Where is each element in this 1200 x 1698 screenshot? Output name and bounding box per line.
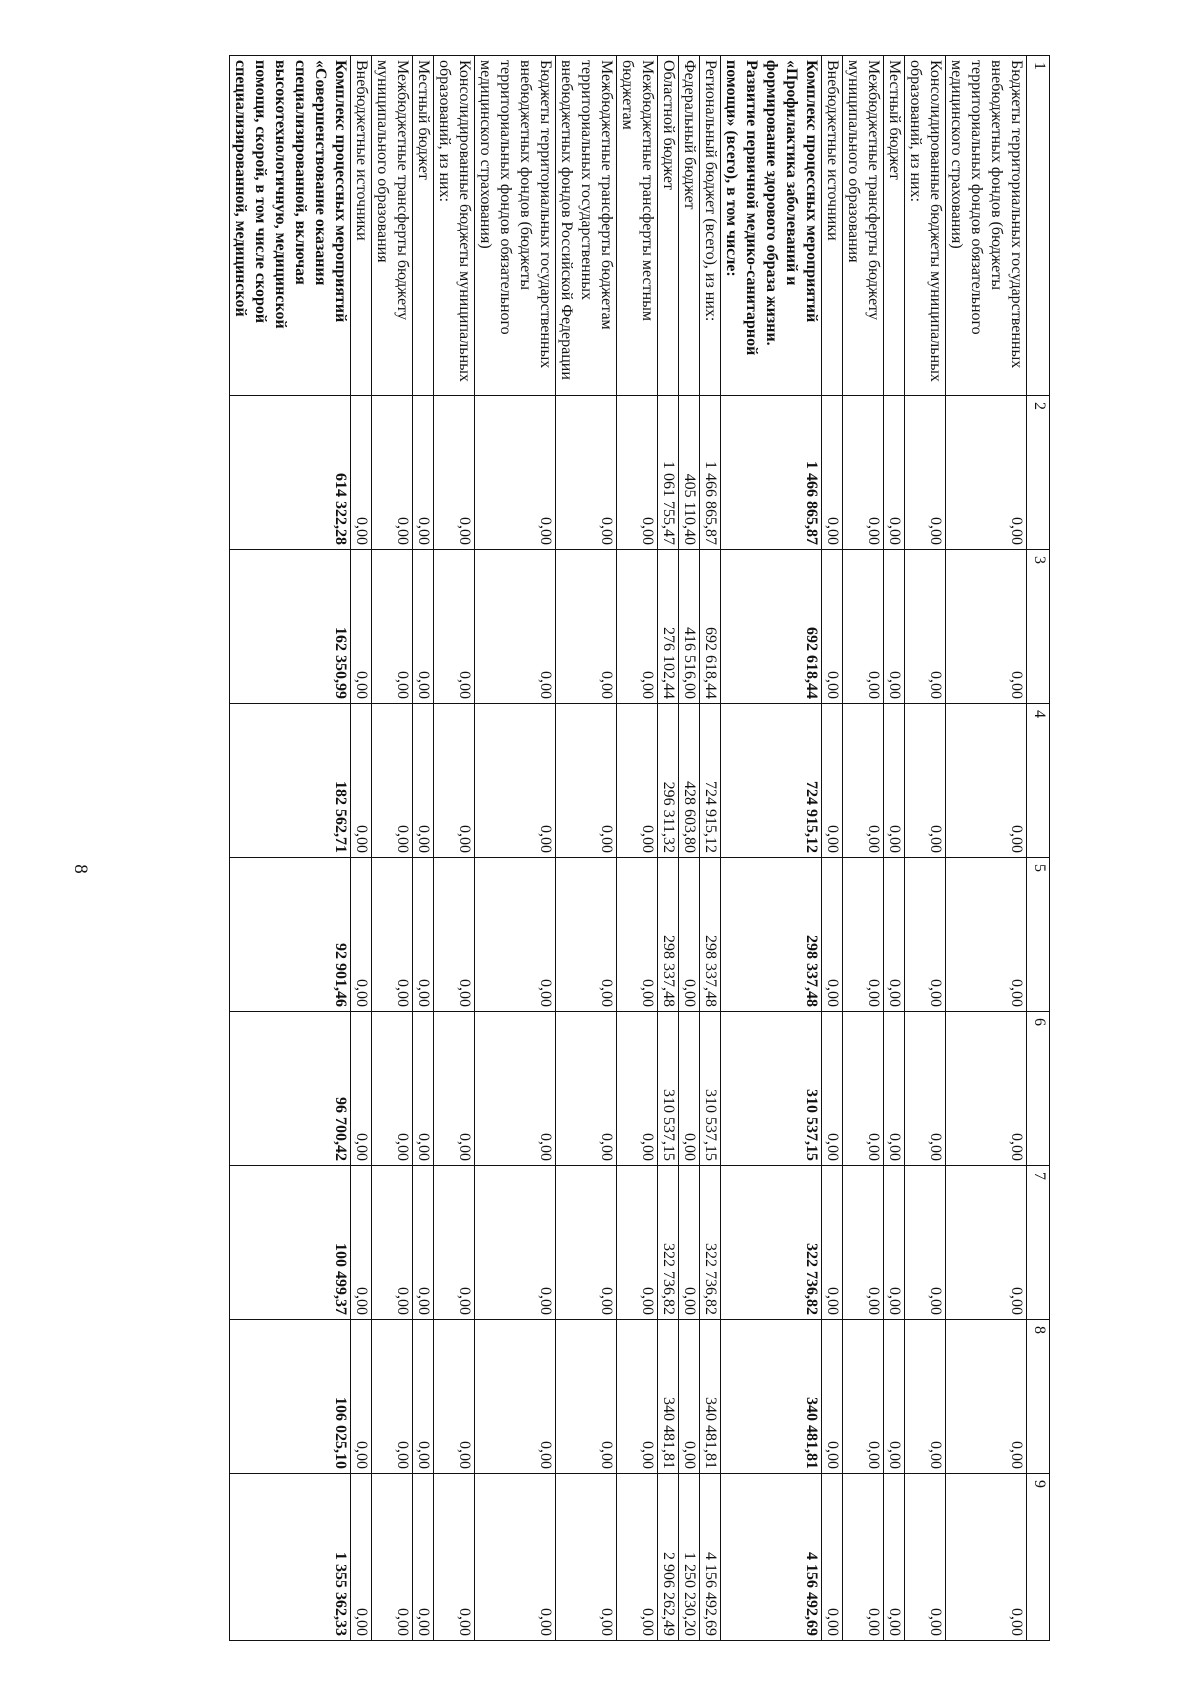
row-label: Бюджеты территориальных государственных внебюджетных фондов (бюджеты территориальных фондов обязательного медицинского страхования) bbox=[946, 56, 1027, 396]
cell-value: 0,00 bbox=[434, 1166, 475, 1320]
row-label: Межбюджетные трансферты местным бюджетам bbox=[617, 56, 658, 396]
row-label: Межбюджетные трансферты бюджету муниципального образования bbox=[843, 56, 884, 396]
cell-value: 1 061 755,47 bbox=[658, 396, 679, 550]
table-row bbox=[617, 56, 658, 1641]
page-number: 8 bbox=[70, 864, 91, 874]
cell-value: 310 537,15 bbox=[658, 1012, 679, 1166]
cell-value: 0,00 bbox=[946, 550, 1027, 704]
table-row bbox=[721, 56, 822, 1641]
cell-value: 0,00 bbox=[556, 1320, 617, 1474]
header-col-3: 3 bbox=[1027, 550, 1050, 704]
cell-value: 0,00 bbox=[946, 704, 1027, 858]
row-label: Местный бюджет bbox=[413, 56, 434, 396]
cell-value: 0,00 bbox=[822, 1166, 843, 1320]
cell-value: 428 603,80 bbox=[679, 704, 700, 858]
cell-value: 405 110,40 bbox=[679, 396, 700, 550]
cell-value: 0,00 bbox=[905, 1474, 946, 1641]
cell-value: 0,00 bbox=[351, 858, 372, 1012]
header-col-2: 2 bbox=[1027, 396, 1050, 550]
row-label: Комплекс процессных мероприятий «Профилактика заболеваний и формирование здорового образа жизни. Развитие первичной медико-санитарной помощи» (всего), в том числе: bbox=[721, 56, 822, 396]
cell-value: 0,00 bbox=[617, 1320, 658, 1474]
cell-value: 0,00 bbox=[413, 550, 434, 704]
header-col-9: 9 bbox=[1027, 1474, 1050, 1641]
cell-value: 692 618,44 bbox=[721, 550, 822, 704]
cell-value: 0,00 bbox=[843, 550, 884, 704]
cell-value: 724 915,12 bbox=[721, 704, 822, 858]
cell-value: 0,00 bbox=[434, 858, 475, 1012]
cell-value: 0,00 bbox=[351, 396, 372, 550]
cell-value: 416 516,00 bbox=[679, 550, 700, 704]
cell-value: 0,00 bbox=[884, 704, 905, 858]
row-label: Межбюджетные трансферты бюджетам территориальных государственных внебюджетных фондов Российской Федерации bbox=[556, 56, 617, 396]
table-row bbox=[843, 56, 884, 1641]
cell-value: 0,00 bbox=[434, 1320, 475, 1474]
cell-value: 0,00 bbox=[822, 1012, 843, 1166]
header-col-8: 8 bbox=[1027, 1320, 1050, 1474]
cell-value: 0,00 bbox=[413, 1012, 434, 1166]
cell-value: 0,00 bbox=[475, 1012, 556, 1166]
rotated-page-content bbox=[178, 55, 1050, 1640]
table-row bbox=[679, 56, 700, 1641]
cell-value: 106 025,10 bbox=[230, 1320, 351, 1474]
row-label: Комплекс процессных мероприятий «Совершенствование оказания специализированной, включая высокотехнологичную, медицинской помощи, скорой, в том числе скорой специализированной, медицинской bbox=[230, 56, 351, 396]
cell-value: 0,00 bbox=[617, 704, 658, 858]
row-label: Межбюджетные трансферты бюджету муниципального образования bbox=[372, 56, 413, 396]
cell-value: 0,00 bbox=[372, 396, 413, 550]
cell-value: 614 322,28 bbox=[230, 396, 351, 550]
table-row bbox=[413, 56, 434, 1641]
cell-value: 0,00 bbox=[905, 550, 946, 704]
cell-value: 0,00 bbox=[434, 550, 475, 704]
cell-value: 92 901,46 bbox=[230, 858, 351, 1012]
cell-value: 0,00 bbox=[372, 1320, 413, 1474]
cell-value: 0,00 bbox=[413, 1166, 434, 1320]
cell-value: 96 700,42 bbox=[230, 1012, 351, 1166]
table-body bbox=[230, 56, 1027, 1641]
cell-value: 0,00 bbox=[372, 858, 413, 1012]
row-label: Областной бюджет bbox=[658, 56, 679, 396]
cell-value: 276 102,44 bbox=[658, 550, 679, 704]
cell-value: 340 481,81 bbox=[700, 1320, 721, 1474]
cell-value: 0,00 bbox=[351, 1166, 372, 1320]
cell-value: 298 337,48 bbox=[700, 858, 721, 1012]
cell-value: 0,00 bbox=[905, 1320, 946, 1474]
row-label: Местный бюджет bbox=[884, 56, 905, 396]
row-label: Федеральный бюджет bbox=[679, 56, 700, 396]
row-label: Консолидированные бюджеты муниципальных образований, из них: bbox=[434, 56, 475, 396]
cell-value: 0,00 bbox=[679, 1012, 700, 1166]
cell-value: 0,00 bbox=[884, 1012, 905, 1166]
cell-value: 0,00 bbox=[556, 1166, 617, 1320]
cell-value: 0,00 bbox=[905, 396, 946, 550]
table-row bbox=[351, 56, 372, 1641]
cell-value: 1 355 362,33 bbox=[230, 1474, 351, 1641]
cell-value: 0,00 bbox=[372, 550, 413, 704]
table-row bbox=[434, 56, 475, 1641]
cell-value: 0,00 bbox=[556, 704, 617, 858]
cell-value: 0,00 bbox=[884, 1474, 905, 1641]
header-row bbox=[1027, 56, 1050, 1641]
header-col-5: 5 bbox=[1027, 858, 1050, 1012]
cell-value: 0,00 bbox=[843, 1320, 884, 1474]
row-label: Бюджеты территориальных государственных внебюджетных фондов (бюджеты территориальных фондов обязательного медицинского страхования) bbox=[475, 56, 556, 396]
cell-value: 0,00 bbox=[556, 1474, 617, 1641]
cell-value: 0,00 bbox=[617, 1474, 658, 1641]
cell-value: 0,00 bbox=[434, 704, 475, 858]
cell-value: 0,00 bbox=[946, 1320, 1027, 1474]
cell-value: 0,00 bbox=[617, 396, 658, 550]
cell-value: 0,00 bbox=[556, 550, 617, 704]
cell-value: 1 466 865,87 bbox=[700, 396, 721, 550]
cell-value: 0,00 bbox=[946, 1166, 1027, 1320]
cell-value: 0,00 bbox=[822, 550, 843, 704]
cell-value: 0,00 bbox=[946, 858, 1027, 1012]
cell-value: 0,00 bbox=[617, 550, 658, 704]
cell-value: 100 499,37 bbox=[230, 1166, 351, 1320]
cell-value: 0,00 bbox=[843, 858, 884, 1012]
cell-value: 0,00 bbox=[884, 396, 905, 550]
cell-value: 4 156 492,69 bbox=[721, 1474, 822, 1641]
table-row bbox=[822, 56, 843, 1641]
cell-value: 0,00 bbox=[679, 1320, 700, 1474]
cell-value: 0,00 bbox=[679, 858, 700, 1012]
cell-value: 0,00 bbox=[822, 1474, 843, 1641]
cell-value: 0,00 bbox=[372, 704, 413, 858]
cell-value: 0,00 bbox=[372, 1012, 413, 1166]
header-col-1: 1 bbox=[1027, 56, 1050, 396]
cell-value: 0,00 bbox=[822, 858, 843, 1012]
table-row bbox=[658, 56, 679, 1641]
cell-value: 0,00 bbox=[946, 396, 1027, 550]
cell-value: 0,00 bbox=[905, 704, 946, 858]
cell-value: 0,00 bbox=[905, 858, 946, 1012]
cell-value: 182 562,71 bbox=[230, 704, 351, 858]
cell-value: 0,00 bbox=[351, 1012, 372, 1166]
cell-value: 0,00 bbox=[884, 1166, 905, 1320]
cell-value: 0,00 bbox=[617, 1166, 658, 1320]
table-row bbox=[475, 56, 556, 1641]
cell-value: 0,00 bbox=[413, 396, 434, 550]
cell-value: 0,00 bbox=[905, 1012, 946, 1166]
header-col-4: 4 bbox=[1027, 704, 1050, 858]
cell-value: 0,00 bbox=[434, 396, 475, 550]
cell-value: 310 537,15 bbox=[721, 1012, 822, 1166]
cell-value: 298 337,48 bbox=[658, 858, 679, 1012]
cell-value: 0,00 bbox=[475, 858, 556, 1012]
cell-value: 0,00 bbox=[843, 704, 884, 858]
cell-value: 0,00 bbox=[372, 1166, 413, 1320]
row-label: Региональный бюджет (всего), из них: bbox=[700, 56, 721, 396]
cell-value: 0,00 bbox=[884, 550, 905, 704]
cell-value: 0,00 bbox=[617, 858, 658, 1012]
cell-value: 0,00 bbox=[556, 858, 617, 1012]
budget-table bbox=[229, 55, 1050, 1641]
cell-value: 1 466 865,87 bbox=[721, 396, 822, 550]
cell-value: 322 736,82 bbox=[658, 1166, 679, 1320]
cell-value: 0,00 bbox=[475, 550, 556, 704]
table-row bbox=[372, 56, 413, 1641]
table-row bbox=[946, 56, 1027, 1641]
table-row bbox=[230, 56, 351, 1641]
cell-value: 0,00 bbox=[413, 1474, 434, 1641]
cell-value: 0,00 bbox=[843, 1166, 884, 1320]
cell-value: 692 618,44 bbox=[700, 550, 721, 704]
cell-value: 2 906 262,49 bbox=[658, 1474, 679, 1641]
cell-value: 0,00 bbox=[843, 1474, 884, 1641]
cell-value: 0,00 bbox=[475, 704, 556, 858]
row-label: Внебюджетные источники bbox=[351, 56, 372, 396]
cell-value: 0,00 bbox=[843, 396, 884, 550]
row-label: Внебюджетные источники bbox=[822, 56, 843, 396]
cell-value: 0,00 bbox=[822, 396, 843, 550]
cell-value: 0,00 bbox=[475, 1320, 556, 1474]
cell-value: 0,00 bbox=[475, 1474, 556, 1641]
cell-value: 0,00 bbox=[946, 1012, 1027, 1166]
cell-value: 0,00 bbox=[822, 1320, 843, 1474]
cell-value: 0,00 bbox=[556, 396, 617, 550]
cell-value: 0,00 bbox=[617, 1012, 658, 1166]
cell-value: 0,00 bbox=[351, 1320, 372, 1474]
cell-value: 0,00 bbox=[905, 1166, 946, 1320]
cell-value: 322 736,82 bbox=[700, 1166, 721, 1320]
cell-value: 0,00 bbox=[946, 1474, 1027, 1641]
cell-value: 0,00 bbox=[822, 704, 843, 858]
cell-value: 0,00 bbox=[413, 1320, 434, 1474]
table-row bbox=[905, 56, 946, 1641]
cell-value: 0,00 bbox=[413, 704, 434, 858]
cell-value: 1 250 230,20 bbox=[679, 1474, 700, 1641]
cell-value: 0,00 bbox=[556, 1012, 617, 1166]
cell-value: 322 736,82 bbox=[721, 1166, 822, 1320]
cell-value: 0,00 bbox=[351, 704, 372, 858]
cell-value: 0,00 bbox=[351, 1474, 372, 1641]
cell-value: 0,00 bbox=[679, 1166, 700, 1320]
cell-value: 310 537,15 bbox=[700, 1012, 721, 1166]
cell-value: 4 156 492,69 bbox=[700, 1474, 721, 1641]
cell-value: 0,00 bbox=[475, 1166, 556, 1320]
cell-value: 0,00 bbox=[351, 550, 372, 704]
cell-value: 0,00 bbox=[884, 1320, 905, 1474]
cell-value: 0,00 bbox=[843, 1012, 884, 1166]
header-col-7: 7 bbox=[1027, 1166, 1050, 1320]
cell-value: 340 481,81 bbox=[658, 1320, 679, 1474]
table-row bbox=[884, 56, 905, 1641]
cell-value: 724 915,12 bbox=[700, 704, 721, 858]
header-col-6: 6 bbox=[1027, 1012, 1050, 1166]
cell-value: 0,00 bbox=[434, 1474, 475, 1641]
cell-value: 296 311,32 bbox=[658, 704, 679, 858]
cell-value: 298 337,48 bbox=[721, 858, 822, 1012]
cell-value: 0,00 bbox=[413, 858, 434, 1012]
cell-value: 0,00 bbox=[434, 1012, 475, 1166]
cell-value: 162 350,99 bbox=[230, 550, 351, 704]
table-row bbox=[700, 56, 721, 1641]
table-row bbox=[556, 56, 617, 1641]
cell-value: 0,00 bbox=[884, 858, 905, 1012]
cell-value: 0,00 bbox=[372, 1474, 413, 1641]
cell-value: 0,00 bbox=[475, 396, 556, 550]
cell-value: 340 481,81 bbox=[721, 1320, 822, 1474]
row-label: Консолидированные бюджеты муниципальных образований, из них: bbox=[905, 56, 946, 396]
